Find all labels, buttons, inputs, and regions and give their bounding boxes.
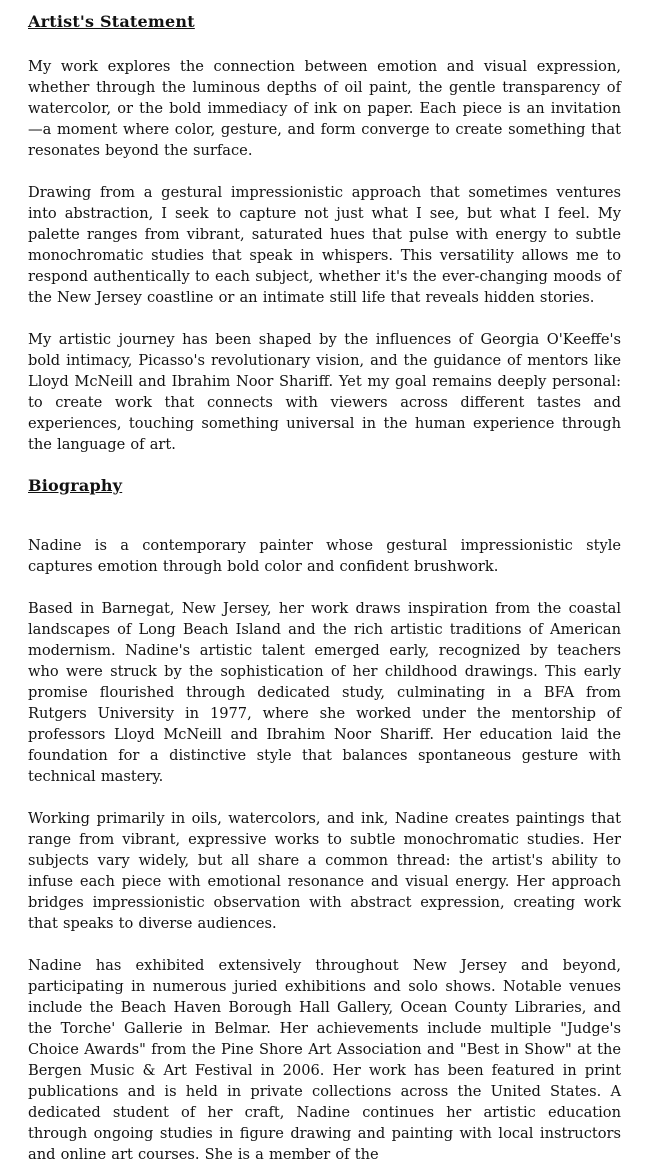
artists-statement-paragraph-1: My work explores the connection between emotion and visual expression, whether through the luminous depths of oil paint, the gentle transparency of watercolor, or the bold immediacy of ink on paper. Each piece is an invitation—a moment where color, gesture, and form converge to create something that resonates beyond the surface. bbox=[28, 58, 621, 159]
biography-paragraph-2: Based in Barnegat, New Jersey, her work draws inspiration from the coastal landscapes of Long Beach Island and the rich artistic traditions of American modernism. Nadine's artistic talent emerged early, recognized by teachers who were struck by the sophistication of her childhood drawings. This early promise flourished through dedicated study, culminating in a BFA from Rutgers University in 1977, where she worked under the mentorship of professors Lloyd McNeill and Ibrahim Noor Shariff. Her education laid the foundation for a distinctive style that balances spontaneous gesture with technical mastery. bbox=[28, 600, 621, 785]
biography-paragraph-3: Working primarily in oils, watercolors, and ink, Nadine creates paintings that range from vibrant, expressive works to subtle monochromatic studies. Her subjects vary widely, but all share a common thread: the artist's ability to infuse each piece with emotional resonance and visual energy. Her approach bridges impressionistic observation with abstract expression, creating work that speaks to diverse audiences. bbox=[28, 810, 621, 932]
section-artists-statement bbox=[28, 12, 621, 455]
section-biography bbox=[28, 476, 621, 1165]
artists-statement-paragraph-2: Drawing from a gestural impressionistic approach that sometimes ventures into abstraction, I seek to capture not just what I see, but what I feel. My palette ranges from vibrant, saturated hues that pulse with energy to subtle monochromatic studies that speak in whispers. This versatility allows me to respond authentically to each subject, whether it's the ever-changing moods of the New Jersey coastline or an intimate still life that reveals hidden stories. bbox=[28, 184, 621, 306]
artists-statement-heading: Artist's Statement bbox=[28, 12, 195, 31]
biography-heading: Biography bbox=[28, 476, 123, 495]
artists-statement-paragraph-3: My artistic journey has been shaped by the influences of Georgia O'Keeffe's bold intimacy, Picasso's revolutionary vision, and the guidance of mentors like Lloyd McNeill and Ibrahim Noor Shariff. Yet my goal remains deeply personal: to create work that connects with viewers across different tastes and experiences, touching something universal in the human experience through the language of art. bbox=[28, 331, 621, 453]
biography-paragraph-1: Nadine is a contemporary painter whose gestural impressionistic style captures emotion through bold color and confident brushwork. bbox=[28, 537, 621, 575]
biography-paragraph-4: Nadine has exhibited extensively throughout New Jersey and beyond, participating in numerous juried exhibitions and solo shows. Notable venues include the Beach Haven Borough Hall Gallery, Ocean County Libraries, and the Torche' Gallerie in Belmar. Her achievements include multiple "Judge's Choice Awards" from the Pine Shore Art Association and "Best in Show" at the Bergen Music & Art Festival in 2006. Her work has been featured in print publications and is held in private collections across the United States. A dedicated student of her craft, Nadine continues her artistic education through ongoing studies in figure drawing and painting with local instructors and online art courses. She is a member of the bbox=[28, 957, 621, 1163]
